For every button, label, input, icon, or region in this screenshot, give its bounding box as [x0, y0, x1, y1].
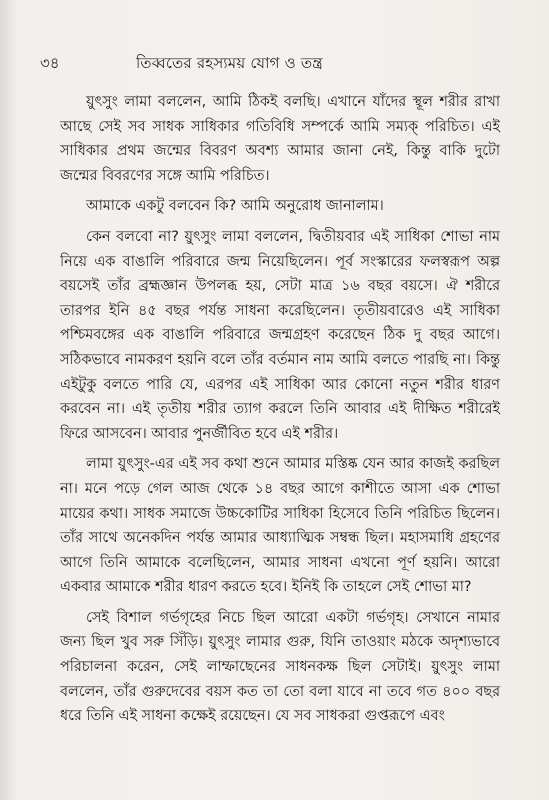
paragraph: য়ুৎসুং লামা বললেন, আমি ঠিকই বলছি। এখানে যাঁদের স্থূল শরীর রাখা আছে সেই সব সাধক সাধিকার গতিবিধি সম্পর্কে আমি সম্যক্‌ পরিচিত। এই সাধিকার প্রথম জন্মের বিবরণ অবশ্য আমার জানা নেই, কিন্তু বাকি দুটো জন্মের বিবরণের সঙ্গে আমি পরিচিত। — [60, 94, 500, 184]
paragraph: সেই বিশাল গর্ভগৃহের নিচে ছিল আরো একটা গর্ভগৃহ। সেখানে নামার জন্য ছিল খুব সরু সিঁড়ি। য়ুৎসুং লামার গুরু, যিনি তাওয়াং মঠকে অদৃশ্যভাবে পরিচালনা করেন, সেই লাম্ফাছেনের সাধনকক্ষ ছিল সেটাই। য়ুৎসুং লামা বললেন, তাঁর গুরুদেবের বয়স কত তা তো বলা যাবে না তবে গত ৪০০ বছর ধরে তিনি এই সাধনা কক্ষেই রয়েছেন। যে সব সাধকরা গুপ্তরূপে এবং — [60, 609, 500, 725]
paragraph: আমাকে একটু বলবেন কি? আমি অনুরোধ জানালাম। — [86, 198, 384, 215]
paragraph: লামা য়ুৎসুং-এর এই সব কথা শুনে আমার মস্তিষ্ক যেন আর কাজই করছিল না। মনে পড়ে গেল আজ থেকে ১৪ বছর আগে কাশীতে আসা এক শোভা মায়ের কথা। সাধক সমাজে উচ্চকোটির সাধিকা হিসেবে তিনি পরিচিত ছিলেন। তাঁর সাথে অনেকদিন পর্যন্ত আমার আধ্যাত্মিক সম্বন্ধ ছিল। মহাসমাধি গ্রহণের আগে তিনি আমাকে বলেছিলেন, আমার সাধনা এখনো পূর্ণ হয়নি। আরো একবার আমাকে শরীর ধারণ করতে হবে। ইনিই কি তাহলে সেই শোভা মা? — [60, 456, 500, 596]
running-title: তিব্বতের রহস্যময় যোগ ও তন্ত্র — [136, 54, 323, 72]
page-header — [40, 52, 479, 76]
page-number: ৩৪ — [40, 54, 60, 72]
paragraph: কেন বলবো না? য়ুৎসুং লামা বললেন, দ্বিতীয়বার এই সাধিকা শোভা নাম নিয়ে এক বাঙালি পরিবারে জন্ম নিয়েছিলেন। পূর্ব সংস্কারের ফলস্বরূপ অল্প বয়সেই তাঁর ব্রহ্মজ্ঞান উপলব্ধ হয়, সেটা মাত্র ১৬ বছর বয়সে। ঐ শরীরে তারপর ইনি ৪৫ বছর পর্যন্ত সাধনা করেছিলেন। তৃতীয়বারেও এই সাধিকা পশ্চিমবঙ্গের এক বাঙালি পরিবারে জন্মগ্রহণ করেছেন ঠিক দু বছর আগে। সঠিকভাবে নামকরণ হয়নি বলে তাঁর বর্তমান নাম আমি বলতে পারছি না। কিন্তু এইটুকু বলতে পারি যে, এরপর এই সাধিকা আর কোনো নতুন শরীর ধারণ করবেন না। এই তৃতীয় শরীর ত্যাগ করলে তিনি আবার এই দীক্ষিত শরীরেই ফিরে আসবেন। আবার পুনর্জীবিত হবে এই শরীর। — [60, 228, 500, 442]
body-text — [60, 90, 500, 735]
